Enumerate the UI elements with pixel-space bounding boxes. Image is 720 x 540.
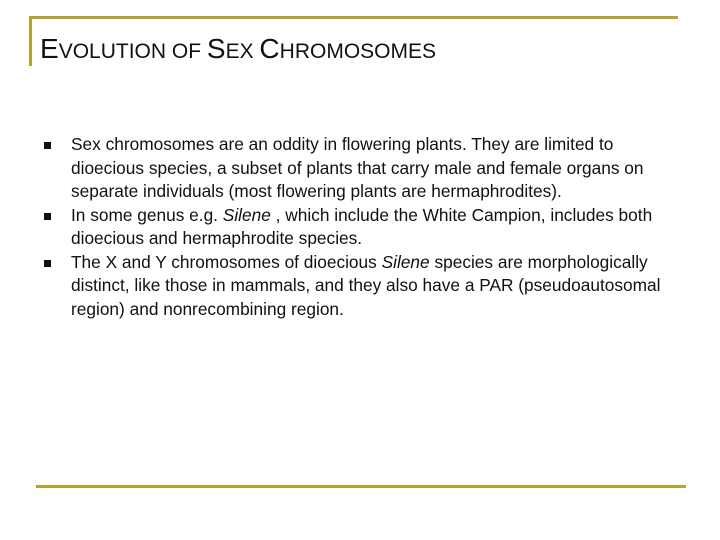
bullet-item-3: [44, 251, 684, 322]
bullet-text-1: Sex chromosomes are an oddity in flowering plants. They are limited to dioecious species, a subset of plants that carry male and female organs on separate individuals (most flowering plants are hermaphrodites).: [71, 134, 644, 201]
bullet-item-2: [44, 204, 684, 251]
bullet-item-1: [44, 133, 684, 204]
slide-content: [44, 133, 684, 321]
square-bullet-icon: [44, 142, 51, 149]
square-bullet-icon: [44, 213, 51, 220]
bullet-list: [44, 133, 684, 321]
square-bullet-icon: [44, 260, 51, 267]
bullet-text-2-after: , which include the White Campion, includes both dioecious and hermaphrodite species.: [71, 204, 653, 248]
bullet-text-3-italic: Silene: [381, 251, 430, 272]
bullet-text-2-italic: Silene: [222, 204, 271, 225]
slide-title: EVOLUTION OF SEX CHROMOSOMES: [40, 33, 436, 64]
bullet-text-2-before: In some genus e.g.: [71, 204, 223, 225]
bottom-rule: [36, 485, 686, 488]
bullet-text-3-before: The X and Y chromosomes of dioecious: [71, 251, 382, 272]
bullet-text-3-after: species are morphologically distinct, like those in mammals, and they also have a PAR (pseudoautosomal region) and nonrecombining region.: [71, 251, 661, 319]
